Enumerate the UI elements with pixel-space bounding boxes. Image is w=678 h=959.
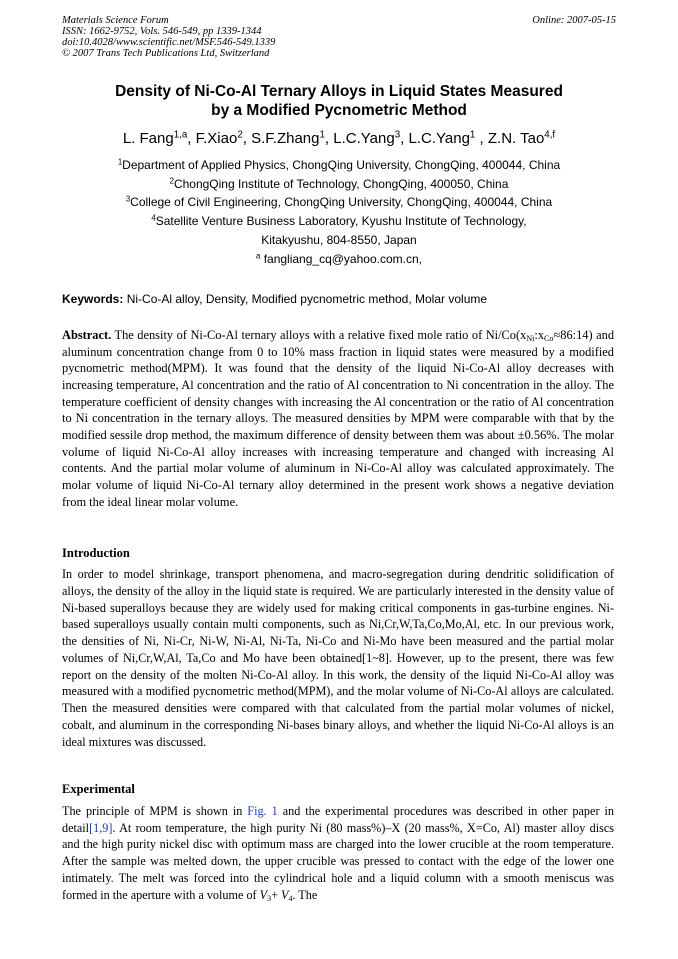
author: Z.N. Tao$^{4,f}$ bbox=[487, 129, 556, 147]
experimental-paragraph: The principle of MPM is shown in Fig. 1 and the experimental procedures was described in other paper in detail[1,9]. At room temperature, the high purity Ni (80 mass%)–X (20 mass%, X=Co, Al) master alloy discs and the high purity nickel disc with optimum mass are charged into the lower crucible at the room temperature. After the sample was melted down, the upper crucible was pressed to contact with the edge of the lower one intimately. The melt was forced into the cylindrical hole and a liquid column with a smooth meniscus was formed in the aperture with a volume of $V_3+ V_4$. The bbox=[62, 804, 614, 903]
affiliation: $^3$College of Civil Engineering, ChongQing University, ChongQing, 400044, China bbox=[125, 195, 553, 210]
keywords bbox=[62, 292, 616, 307]
affiliation: $^4$Satellite Venture Business Laboratory, Kyushu Institute of Technology, bbox=[151, 213, 527, 229]
abstract: Abstract. The density of Ni-Co-Al ternary alloys with a relative fixed mole ratio of $Ni/Co(x_{Ni}:x_{Co}\approx 86:14)$ and aluminum concentration change from 0 to 10% mass fraction in liquid states were measured by a modified pycnometric method(MPM). It was found that the density of the liquid Ni-Co-Al alloy decreases with increasing temperature, Al concentration and the ratio of Al concentration to Ni concentration in the alloy. The temperature coefficient of density changes with increasing the Al concentration or the ratio of Al concentration to Ni concentration in the ternary alloys. The measured densities by MPM were comparable with that by the modified sessile drop method, the maximum difference of density between them was about ±0.56%. The molar volume of liquid Ni-Co-Al alloy increases with increasing temperature and changed with increasing Al contents. And the partial molar volume of aluminum in Ni-Co-Al alloy was calculated approximately. The molar volume of liquid Ni-Co-Al ternary alloy determined in the present work shows a negative deviation from the ideal linear molar volume. bbox=[62, 328, 615, 509]
online-date: Online: 2007-05-15 bbox=[532, 15, 616, 26]
author: L.C.Yang$^1$ , bbox=[408, 129, 488, 147]
introduction-heading: Introduction bbox=[62, 546, 130, 560]
doi-line: doi:10.4028/www.scientific.net/MSF.546-549.1339 bbox=[62, 37, 276, 48]
author: F.Xiao$^2$, bbox=[195, 129, 252, 147]
citation-link[interactable]: [1,9] bbox=[89, 820, 113, 835]
author-list bbox=[40, 130, 638, 148]
issn-line: ISSN: 1662-9752, Vols. 546-549, pp 1339-1344 bbox=[62, 26, 262, 37]
keywords-label: Keywords: bbox=[62, 292, 124, 306]
affiliation: $^1$Department of Applied Physics, ChongQing University, ChongQing, 400044, China bbox=[117, 157, 561, 172]
title-line-1: Density of Ni-Co-Al Ternary Alloys in Liquid States Measured bbox=[115, 83, 563, 100]
author: L. Fang$^{1,a}$, bbox=[122, 129, 196, 147]
affiliation-list bbox=[62, 156, 616, 268]
author: S.F.Zhang$^1$, bbox=[251, 129, 334, 147]
affiliation: $^2$ChongQing Institute of Technology, ChongQing, 400050, China bbox=[169, 176, 509, 191]
journal-header bbox=[62, 15, 616, 59]
introduction-paragraph: In order to model shrinkage, transport phenomena, and macro-segregation during dendritic solidification of alloys, the density of the alloy in the liquid state is required. We are particularly interested in the density value of Ni-based superalloys because they are widely used for making critical components in gas-turbine engines. Ni-based superalloys usually contain multi components, such as Ni,Cr,W,Ta,Co,Mo,Al, etc. In our previous work, the densities of Ni, Ni-Cr, Ni-W, Ni-Al, Ni-Ta, Ni-Co and Ni-Mo have been measured and the partial molar volumes of Ni,Cr,W,Al, Ta,Co and Mo have been obtained[1~8]. However, up to the present, there was few report on the density of the molten Ni-Co-Al alloy. In this work, the density of the liquid Ni-Co-Al alloy was measured with a modified pycnometric method(MPM), and the molar volume of Ni-Co-Al alloys are calculated. Then the measured densities were compared with that calculated from the partial molar volumes of nickel, cobalt, and aluminum in the corresponding Ni-bases binary alloys, and whether the liquid Ni-Co-Al alloys is an ideal mixtures was discussed. bbox=[62, 567, 614, 749]
abstract-label: Abstract. bbox=[62, 328, 112, 342]
affiliation: Kitakyushu, 804-8550, Japan bbox=[261, 232, 417, 247]
keywords-text: Ni-Co-Al alloy, Density, Modified pycnometric method, Molar volume bbox=[123, 292, 488, 306]
copyright-line: © 2007 Trans Tech Publications Ltd, Switzerland bbox=[62, 48, 270, 59]
journal-name: Materials Science Forum bbox=[62, 15, 169, 26]
author: L.C.Yang$^3$, bbox=[333, 129, 409, 147]
figure-link[interactable]: Fig. 1 bbox=[247, 804, 278, 818]
title-line-2: by a Modified Pycnometric Method bbox=[211, 102, 467, 119]
experimental-heading: Experimental bbox=[62, 782, 135, 796]
email-line: $^a$ fangliang_cq@yahoo.com.cn, bbox=[256, 251, 422, 266]
paper-title bbox=[62, 82, 616, 120]
